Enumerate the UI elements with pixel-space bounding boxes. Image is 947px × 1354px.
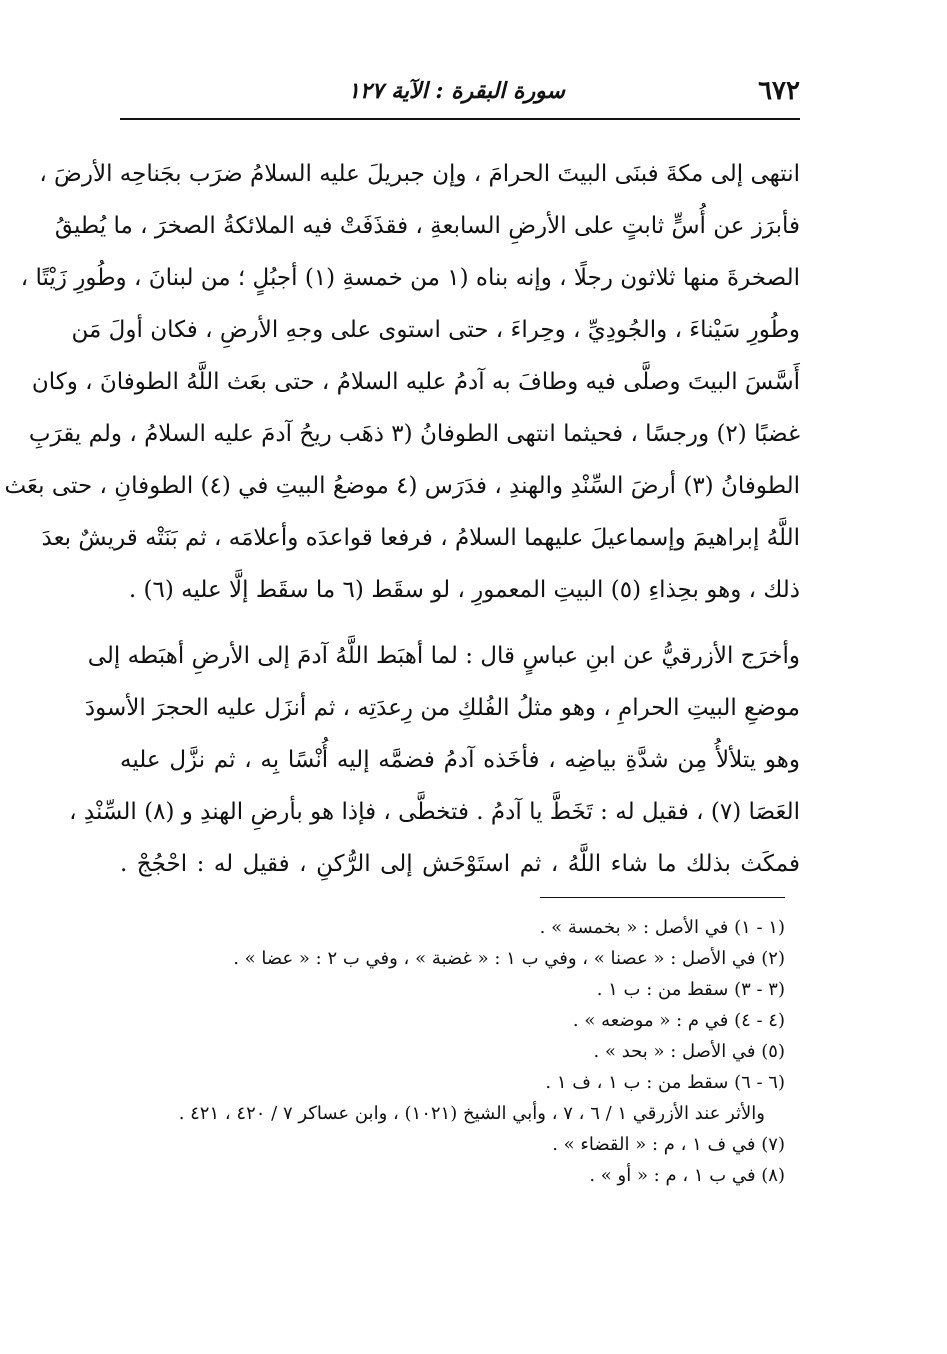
paragraph-2 (69, 630, 800, 890)
footnote-rule (540, 897, 785, 898)
running-head: سورة البقرة : الآية ١٢٧ (348, 78, 565, 104)
footnotes (120, 912, 785, 1191)
page-number: ٦٧٢ (758, 76, 800, 106)
footnote: (٧) في ف ١ ، م : « القضاء » . (552, 1134, 785, 1155)
text-line: ذلك ، وهو بحِذاءِ (٥) البيتِ المعمورِ ، لو سقَط (٦ ما سقَط إلَّا عليه (٦) . (128, 577, 800, 603)
footnote: (٣ - ٣) سقط من : ب ١ . (596, 979, 785, 1000)
footnote: (٥) في الأصل : « بحد » . (593, 1041, 785, 1062)
text-line: الصخرةَ منها ثلاثون رجلًا ، وإنه بناه (١ من خمسةِ (١) أجبُلٍ ؛ من لبنانَ ، وطُورِ زَيْتًا ، (20, 265, 800, 291)
text-line: العَصَا (٧) ، فقيل له : تَخَطَّ يا آدمُ . فتخطَّى ، فإذا هو بأرضِ الهندِ و (٨) السِّنْدِ ، (69, 799, 800, 825)
text-line: وأخرَج الأزرقيُّ عن ابنِ عباسٍ قال : لما أهبَط اللَّهُ آدمَ إلى الأرضِ أهبَطه إلى (87, 643, 800, 669)
footnote: والأثر عند الأزرقي ١ / ٦ ، ٧ ، وأبي الشيخ (١٠٢١) ، وابن عساكر ٧ / ٤٢٠ ، ٤٢١ . (178, 1103, 765, 1124)
header-rule (120, 118, 800, 120)
text-line: وطُورِ سَيْناءَ ، والجُودِيِّ ، وحِراءَ ، حتى استوى على وجهِ الأرضِ ، فكان أولَ مَن (71, 317, 800, 343)
text-line: غضبًا (٢) ورجسًا ، فحيثما انتهى الطوفانُ (٣ ذهَب ريحُ آدمَ عليه السلامُ ، ولم يقرَبِ (28, 421, 800, 447)
page-header (120, 70, 800, 120)
text-line: فأبرَز عن أُسٍّ ثابتٍ على الأرضِ السابعةِ ، فقذَفَتْ فيه الملائكةُ الصخرَ ، ما يُطيقُ (54, 213, 800, 239)
footnote: (٨) في ب ١ ، م : « أو » . (589, 1165, 785, 1186)
text-line: وهو يتلألأُ مِن شدَّةِ بياضِه ، فأخَذه آدمُ فضمَّه إليه أُنْسًا بِه ، ثم نزَّل عليه (120, 747, 800, 773)
footnote: (١ - ١) في الأصل : « بخمسة » . (539, 917, 785, 938)
footnote: (٢) في الأصل : « عصنا » ، وفي ب ١ : « غضبة » ، وفي ب ٢ : « عضا » . (233, 948, 785, 969)
footnote: (٤ - ٤) في م : « موضعه » . (572, 1010, 785, 1031)
text-line: انتهى إلى مكةَ فبنَى البيتَ الحرامَ ، وإن جبريلَ عليه السلامُ ضرَب بجَناحِه الأرضَ ، (39, 161, 800, 187)
text-line: موضعِ البيتِ الحرامِ ، وهو مثلُ الفُلكِ من رِعدَتِه ، ثم أنزَل عليه الحجرَ الأسودَ (84, 695, 800, 721)
text-line: الطوفانُ (٣) أرضَ السِّنْدِ والهندِ ، فدَرَس (٤ موضعُ البيتِ في (٤) الطوفانِ ، حتى بعَث (4, 473, 800, 499)
text-line: اللَّهُ إبراهيمَ وإسماعيلَ عليهما السلامُ ، فرفعا قواعدَه وأعلامَه ، ثم بَنَتْه قريشٌ بعدَ (41, 525, 800, 551)
text-line: فمكَث بذلك ما شاء اللَّهُ ، ثم استَوْحَش إلى الرُّكنِ ، فقيل له : احْجُجْ . (120, 851, 800, 877)
paragraph-1 (4, 148, 800, 616)
footnote: (٦ - ٦) سقط من : ب ١ ، ف ١ . (545, 1072, 785, 1093)
text-line: أَسَّسَ البيتَ وصلَّى فيه وطافَ به آدمُ عليه السلامُ ، حتى بعَث اللَّهُ الطوفانَ ، وكان (31, 369, 800, 395)
